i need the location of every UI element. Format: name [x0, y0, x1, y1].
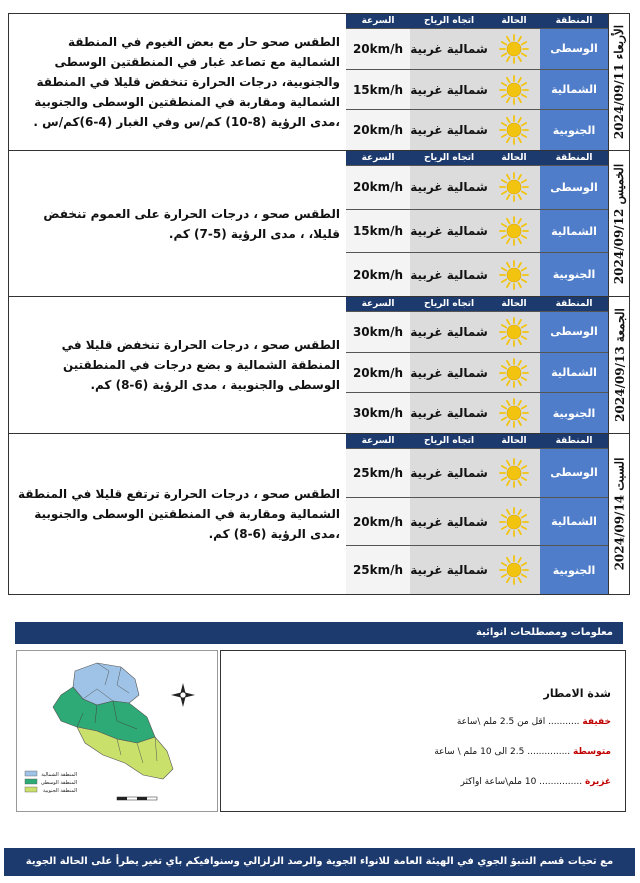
speed-cell: 25km/h: [346, 546, 411, 594]
header-wind-direction: اتجاه الرياح: [423, 16, 475, 26]
rain-intensity-box: [220, 650, 626, 812]
wind-direction-cell: شمالية غربية: [410, 110, 489, 150]
table-header: [346, 14, 608, 28]
header-region: المنطقة: [555, 436, 593, 446]
rain-level-light: [457, 717, 611, 727]
wind-direction-cell: شمالية غربية: [410, 70, 489, 110]
speed-cell: 20km/h: [346, 110, 411, 150]
compass-icon: [171, 683, 195, 707]
state-cell: [488, 29, 541, 69]
footer-banner: مع تحيات قسم التنبؤ الجوي في الهيئة العامة للانواء الجوية والرصد الزلزالي وسنوافيكم باي تغير يطرأ على الحالة الجوية: [4, 848, 635, 876]
description-text: الطقس صحو ، درجات الحرارة تنخفض قليلا في المنطقة الشمالية و بضع درجات في المنطقتين الوسطى والجنوبية ، مدى الرؤية (6-8) كم.: [61, 338, 340, 392]
header-speed: السرعة: [361, 436, 395, 446]
speed-cell: 25km/h: [346, 449, 411, 497]
region-cell: الوسطى: [540, 449, 608, 497]
description-text: الطقس صحو ، درجات الحرارة ترتفع قليلا في المنطقة الشمالية ومقاربة في المنطقتين الوسطى والجنوبية ،مدى الرؤية (6-8) كم.: [17, 487, 340, 541]
forecast-table: [8, 13, 630, 595]
table-header: [346, 434, 608, 448]
region-cell: الشمالية: [540, 70, 608, 110]
wind-direction-cell: شمالية غربية: [410, 546, 489, 594]
table-row: [346, 252, 608, 296]
day-description: [9, 14, 347, 150]
table-header: [346, 151, 608, 165]
sun-icon: [499, 172, 529, 202]
day-date: [608, 434, 630, 594]
rain-level-heavy: [461, 777, 612, 787]
info-header: معلومات ومصطلحات انوائية: [15, 622, 623, 644]
state-cell: [488, 393, 541, 433]
map-graphic: [17, 651, 217, 811]
table-row: [346, 69, 608, 110]
day-description: [9, 297, 347, 433]
table-row: [346, 497, 608, 546]
day-table: [346, 297, 608, 433]
rain-level-moderate: [434, 747, 611, 757]
sun-icon: [499, 555, 529, 585]
state-cell: [488, 110, 541, 150]
day-block: [9, 14, 629, 151]
sun-icon: [499, 260, 529, 290]
state-cell: [488, 166, 541, 209]
date-text: السبت 2024/09/14: [612, 457, 627, 571]
table-row: [346, 448, 608, 497]
state-cell: [488, 353, 541, 393]
state-cell: [488, 449, 541, 497]
table-row: [346, 28, 608, 69]
description-text: الطقس صحو ، درجات الحرارة على العموم تنخفض قليلا، ، مدى الرؤية (5-7) كم.: [43, 206, 340, 241]
rain-level-label: غزيرة: [584, 777, 611, 787]
rain-level-text: ........... اقل من 2.5 ملم \ساعة: [456, 717, 580, 727]
wind-direction-cell: شمالية غربية: [410, 253, 489, 296]
table-row: [346, 109, 608, 150]
region-cell: الشمالية: [540, 353, 608, 393]
wind-direction-cell: شمالية غربية: [410, 312, 489, 352]
speed-cell: 20km/h: [346, 166, 411, 209]
table-row: [346, 165, 608, 209]
sun-icon: [499, 458, 529, 488]
wind-direction-cell: شمالية غربية: [410, 210, 489, 253]
wind-direction-cell: شمالية غربية: [410, 353, 489, 393]
header-region: المنطقة: [555, 299, 593, 309]
day-table: [346, 14, 608, 150]
map-legend-central: المنطقة الوسطى: [40, 780, 77, 786]
header-state: الحالة: [501, 436, 527, 446]
info-section: [8, 614, 630, 830]
header-wind-direction: اتجاه الرياح: [423, 436, 475, 446]
day-date: [608, 151, 630, 296]
region-cell: الجنوبية: [540, 546, 608, 594]
state-cell: [488, 210, 541, 253]
map-legend-south: المنطقة الجنوبية: [42, 788, 77, 794]
speed-cell: 20km/h: [346, 253, 411, 296]
iraq-region-map: [16, 650, 218, 812]
state-cell: [488, 253, 541, 296]
header-speed: السرعة: [361, 299, 395, 309]
sun-icon: [499, 507, 529, 537]
wind-direction-cell: شمالية غربية: [410, 393, 489, 433]
header-state: الحالة: [501, 153, 527, 163]
region-cell: الوسطى: [540, 29, 608, 69]
region-cell: الوسطى: [540, 312, 608, 352]
region-cell: الشمالية: [540, 210, 608, 253]
rain-intensity-title: شدة الامطار: [543, 687, 611, 700]
description-text: الطقس صحو حار مع بعض الغيوم في المنطقة الشمالية مع تصاعد غبار في المنطقتين الوسطى والجنوبية، درجات الحرارة تنخفض قليلا في المنطقة الشمالية ومقاربة في المنطقتين الوسطى والجنوبية ،مدى الرؤية (8-10) كم/س وفي الغبار (4-6)كم/س .: [33, 35, 340, 129]
region-cell: الجنوبية: [540, 253, 608, 296]
table-row: [346, 209, 608, 253]
date-text: الجمعة 2024/09/13: [612, 308, 627, 422]
day-date: [608, 297, 630, 433]
speed-cell: 30km/h: [346, 312, 411, 352]
region-cell: الجنوبية: [540, 110, 608, 150]
table-row: [346, 352, 608, 393]
sun-icon: [499, 398, 529, 428]
region-cell: الوسطى: [540, 166, 608, 209]
day-block: [9, 434, 629, 594]
wind-direction-cell: شمالية غربية: [410, 29, 489, 69]
table-header: [346, 297, 608, 311]
day-description: [9, 434, 347, 594]
speed-cell: 20km/h: [346, 353, 411, 393]
speed-cell: 30km/h: [346, 393, 411, 433]
rain-level-text: ............... 2.5 الى 10 ملم \ ساعة: [434, 747, 571, 757]
state-cell: [488, 498, 541, 546]
sun-icon: [499, 358, 529, 388]
speed-cell: 20km/h: [346, 498, 411, 546]
sun-icon: [499, 317, 529, 347]
speed-cell: 15km/h: [346, 70, 411, 110]
header-state: الحالة: [501, 299, 527, 309]
region-cell: الشمالية: [540, 498, 608, 546]
rain-level-label: خفيفة: [582, 717, 611, 727]
date-text: الأربعاء 2024/09/11: [612, 24, 627, 140]
table-row: [346, 311, 608, 352]
header-wind-direction: اتجاه الرياح: [423, 153, 475, 163]
sun-icon: [499, 216, 529, 246]
rain-level-label: متوسطة: [573, 747, 611, 757]
table-row: [346, 545, 608, 594]
day-block: [9, 297, 629, 434]
state-cell: [488, 70, 541, 110]
wind-direction-cell: شمالية غربية: [410, 166, 489, 209]
header-state: الحالة: [501, 16, 527, 26]
header-speed: السرعة: [361, 16, 395, 26]
date-text: الخميس 2024/09/12: [612, 163, 627, 284]
sun-icon: [499, 34, 529, 64]
day-description: [9, 151, 347, 296]
speed-cell: 15km/h: [346, 210, 411, 253]
state-cell: [488, 312, 541, 352]
region-cell: الجنوبية: [540, 393, 608, 433]
day-block: [9, 151, 629, 297]
day-table: [346, 434, 608, 594]
table-row: [346, 392, 608, 433]
state-cell: [488, 546, 541, 594]
speed-cell: 20km/h: [346, 29, 411, 69]
rain-level-text: ............... 10 ملم\ساعة اواكثر: [460, 777, 583, 787]
sun-icon: [499, 75, 529, 105]
day-date: [608, 14, 630, 150]
wind-direction-cell: شمالية غربية: [410, 498, 489, 546]
sun-icon: [499, 115, 529, 145]
header-wind-direction: اتجاه الرياح: [423, 299, 475, 309]
map-legend-north: المنطقة الشمالية: [41, 772, 77, 778]
header-region: المنطقة: [555, 16, 593, 26]
header-region: المنطقة: [555, 153, 593, 163]
wind-direction-cell: شمالية غربية: [410, 449, 489, 497]
day-table: [346, 151, 608, 296]
header-speed: السرعة: [361, 153, 395, 163]
